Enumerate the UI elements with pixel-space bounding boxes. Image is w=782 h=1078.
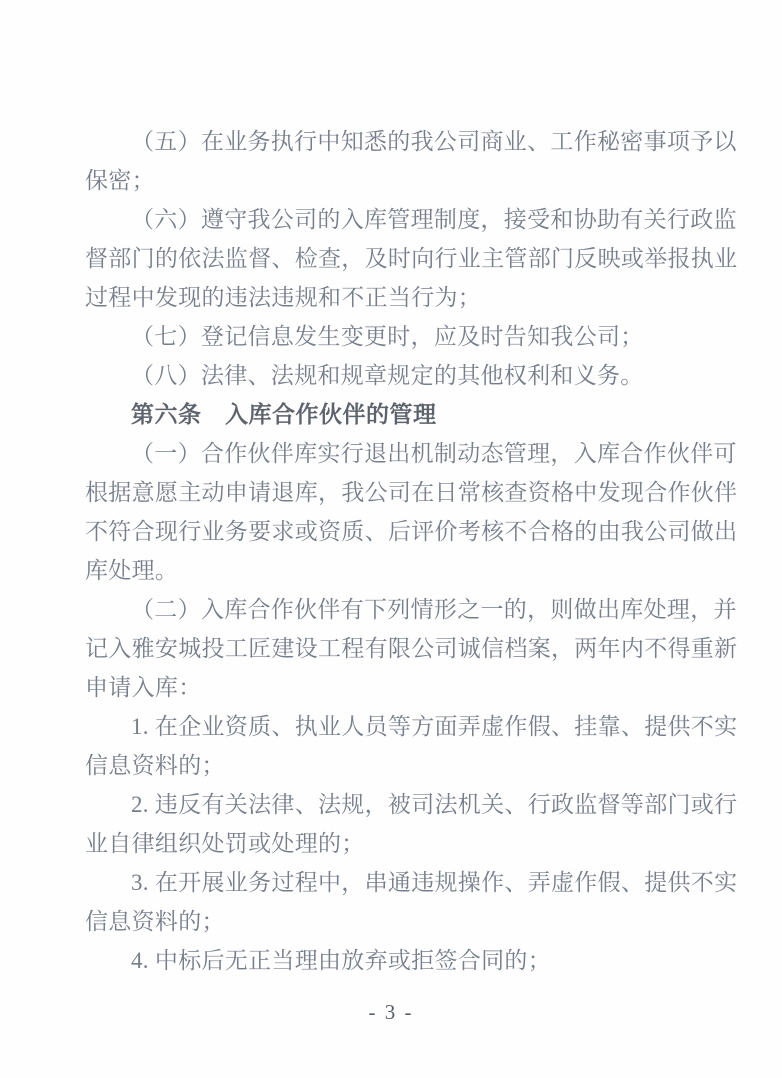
document-line: 库处理。 (85, 558, 179, 583)
document-line: 根据意愿主动申请退库，我公司在日常核查资格中发现合作伙伴 (85, 480, 738, 505)
document-line: 4. 中标后无正当理由放弃或拒签合同的； (131, 948, 551, 973)
document-line: （七）登记信息发生变更时，应及时告知我公司； (131, 324, 644, 349)
document-line: 过程中发现的违法违规和不正当行为； (85, 285, 482, 310)
page-number: - 3 - (368, 1000, 414, 1024)
document-line: 1. 在企业资质、执业人员等方面弄虚作假、挂靠、提供不实 (131, 714, 738, 739)
document-line: 3. 在开展业务过程中，串通违规操作、弄虚作假、提供不实 (131, 870, 738, 895)
document-line: （一）合作伙伴库实行退出机制动态管理，入库合作伙伴可 (131, 441, 737, 466)
document-line: 信息资料的； (85, 753, 225, 778)
document-line: （二）入库合作伙伴有下列情形之一的，则做出库处理，并 (131, 597, 737, 622)
document-line: 记入雅安城投工匠建设工程有限公司诚信档案，两年内不得重新 (85, 636, 738, 661)
document-line: （八）法律、法规和规章规定的其他权利和义务。 (131, 363, 644, 388)
document-body (85, 122, 738, 980)
document-line: 业自律组织处罚或处理的； (85, 831, 365, 856)
document-line: （五）在业务执行中知悉的我公司商业、工作秘密事项予以 (131, 129, 737, 154)
document-line: 督部门的依法监督、检查，及时向行业主管部门反映或举报执业 (85, 246, 738, 271)
document-line: （六）遵守我公司的入库管理制度，接受和协助有关行政监 (131, 207, 737, 232)
section-heading: 第六条 入库合作伙伴的管理 (131, 401, 437, 427)
document-line: 申请入库： (85, 675, 202, 700)
document-line: 2. 违反有关法律、法规，被司法机关、行政监督等部门或行 (131, 792, 738, 817)
document-line: 保密； (85, 168, 155, 193)
document-line: 信息资料的； (85, 909, 225, 934)
document-line: 不符合现行业务要求或资质、后评价考核不合格的由我公司做出 (85, 519, 738, 544)
